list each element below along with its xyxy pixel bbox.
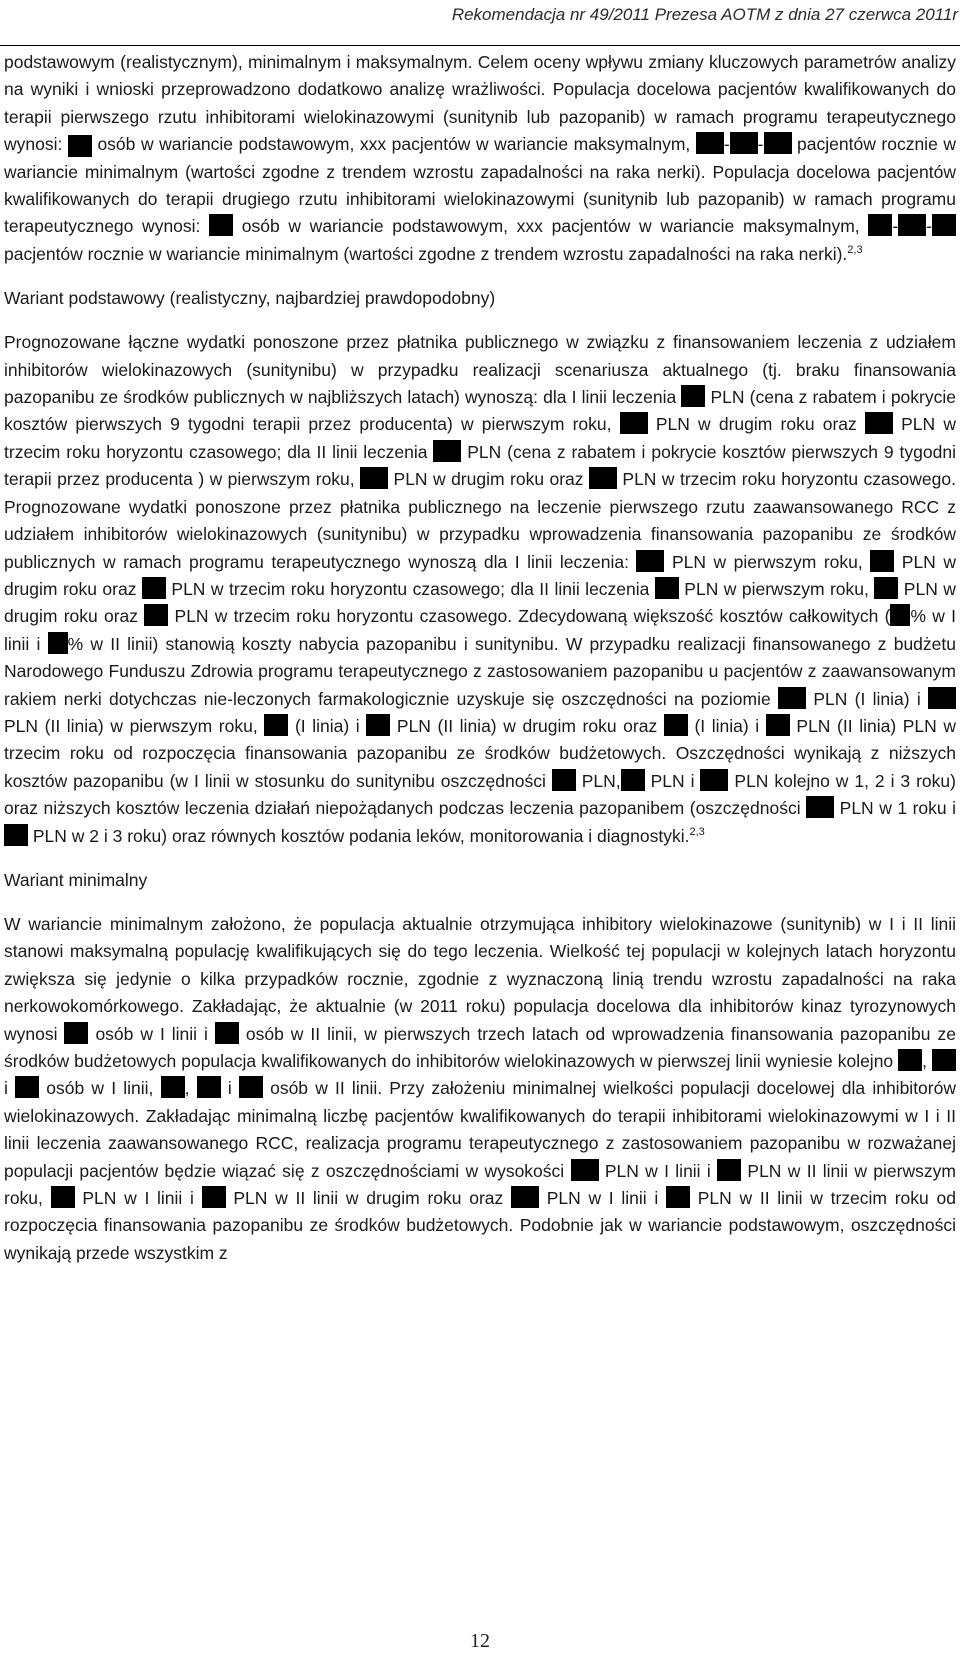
- text-segment: osób w I linii,: [46, 1078, 154, 1099]
- redaction-block: [932, 1049, 956, 1071]
- text-segment: PLN (II linia) PLN w trzecim roku od rozpoczęcia finansowania pazopanibu ze środków budżetowych. Oszczędności wynikają z niższych kosztów pazopanibu (w I linii w stosunku do sunitynibu oszczędności: [4, 715, 957, 791]
- redaction-block: [4, 824, 28, 846]
- redaction-block: [68, 135, 92, 157]
- redaction-block: [636, 550, 664, 572]
- text-segment: W wariancie minimalnym założono, że populacja aktualnie otrzymująca inhibitory wielokinazowe (sunitynib) w I i II linii stanowi maksymalną populację kwalifikujących się do tego leczenia. Wielkość tej populacji w kolejnych latach horyzontu zwiększa się jedynie o kilka przypadków rocznie, zgodnie z wyznaczoną linią trendu wzrostu zapadalności na raka nerkowokomórkowego. Zakładając, że aktualnie (w 2011 roku) populacja docelowa dla inhibitorów kinaz tyrozynowych wynosi: [4, 913, 956, 1044]
- redaction-block: [898, 214, 926, 236]
- redaction-block: [700, 769, 728, 791]
- redaction-block: [161, 1076, 185, 1098]
- text-segment: PLN w drugim roku oraz: [4, 551, 956, 599]
- text-segment: % w II linii) stanowią koszty nabycia pazopanibu i sunitynibu. W przypadku realizacji finansowanego z budżetu Narodowego Funduszu Zdrowia programu terapeutycznego z zastosowaniem pazopanibu u pacjentów z zaawansowanym rakiem nerki dotychczas nie-leczonych farmakologicznie uzyskuje się oszczędności na poziomie: [4, 633, 956, 709]
- redaction-block: [764, 132, 792, 154]
- text-segment: PLN (II linia) w pierwszym roku,: [4, 715, 258, 736]
- text-segment: PLN w drugim roku oraz: [4, 578, 956, 627]
- redaction-block: [932, 214, 956, 236]
- redaction-block: [215, 1022, 239, 1044]
- text-segment: (I linia) i: [294, 715, 360, 736]
- redaction-block: [681, 385, 705, 407]
- redaction-block: [433, 440, 461, 462]
- redaction-block: [51, 1186, 75, 1208]
- text-segment: PLN w 1 roku i: [839, 798, 957, 819]
- redaction-block: [589, 467, 617, 489]
- text-segment: PLN w I linii i: [604, 1160, 711, 1181]
- text-segment: osób w I linii i: [95, 1023, 208, 1044]
- text-segment: PLN w trzecim roku horyzontu czasowego. Prognozowane wydatki ponoszone przez płatnika publicznego na leczenie pierwszego rzutu zaawansowanego RCC z udziałem inhibitorów wielokinazowych (sunitynibu) w przypadku wprowadzenia finansowania pazopanibu ze środków publicznych w ramach programu terapeutycznego wynoszą dla I linii leczenia:: [4, 469, 956, 572]
- text-segment: PLN w drugim roku oraz: [393, 469, 584, 490]
- redaction-block: [209, 214, 233, 236]
- redaction-block: [870, 550, 894, 572]
- redaction-block: [696, 132, 724, 154]
- text-segment: PLN w pierwszym roku,: [684, 578, 869, 599]
- redaction-block: [717, 1159, 741, 1181]
- redaction-block: [655, 577, 679, 599]
- redaction-block: [144, 604, 168, 626]
- redaction-block: [621, 769, 645, 791]
- redaction-block: [874, 577, 898, 599]
- text-segment: PLN (cena z rabatem i pokrycie kosztów pierwszych 9 tygodni terapii przez producenta) w pierwszym roku,: [4, 387, 956, 435]
- text-segment: PLN (I linia) i: [813, 688, 921, 709]
- text-segment: i: [4, 1078, 8, 1099]
- text-segment: pacjentów rocznie w wariancie minimalnym (wartości zgodne z trendem wzrostu zapadalności na raka nerki). Populacja docelowa pacjentów kwalifikowanych do terapii drugiego rzutu inhibitorami wielokinazowymi (sunitynib lub pazopanib) w ramach programu terapeutycznego wynosi:: [4, 134, 956, 237]
- redaction-block: [868, 214, 892, 236]
- paragraph-population: [4, 49, 956, 268]
- text-segment: podstawowym (realistycznym), minimalnym i maksymalnym. Celem oceny wpływu zmiany kluczowych parametrów analizy na wyniki i wnioski przeprowadzono dodatkowo analizę wrażliwości. Populacja docelowa pacjentów kwalifikowanych do terapii pierwszego rzutu inhibitorami wielokinazowymi (sunitynib lub pazopanib) w ramach programu terapeutycznego wynosi:: [4, 52, 956, 155]
- page-number: 12: [470, 1630, 490, 1652]
- heading-basic-variant: Wariant podstawowy (realistyczny, najbardziej prawdopodobny): [4, 288, 496, 309]
- text-segment: osób w wariancie podstawowym, xxx pacjentów w wariancie maksymalnym,: [241, 216, 860, 237]
- redaction-block: [865, 412, 893, 434]
- redaction-block: [197, 1076, 221, 1098]
- text-segment: -: [757, 134, 764, 155]
- redaction-block: [366, 714, 390, 736]
- text-segment: PLN w drugim roku oraz: [655, 414, 857, 435]
- redaction-block: [778, 687, 806, 709]
- text-segment: osób w II linii, w pierwszych trzech latach od wprowadzenia finansowania pazopanibu ze środków budżetowych populacja kwalifikowanych do inhibitorów wielokinazowych w pierwszej linii wyniesie kolejno: [4, 1023, 956, 1071]
- redaction-block: [360, 467, 388, 489]
- text-segment: % w I linii i: [4, 606, 956, 654]
- redaction-block: [730, 132, 758, 154]
- redaction-block: [898, 1049, 922, 1071]
- redaction-block: [806, 796, 834, 818]
- text-segment: osób w II linii. Przy założeniu minimalnej wielkości populacji docelowej dla inhibitorów wielokinazowych. Zakładając minimalną liczbę pacjentów kwalifikowanych do terapii inhibitorami wielokinazowymi w I i II linii leczenia zaawansowanego RCC, realizacja programu terapeutycznego z zastosowaniem pazopanibu w rozważanej populacji pacjentów będzie wiązać się z oszczędnościami w wysokości: [4, 1078, 956, 1181]
- text-segment: (I linia) i: [694, 715, 760, 736]
- page-header: [0, 5, 960, 46]
- footnote-ref: 2,3: [847, 243, 863, 256]
- redaction-block: [15, 1076, 39, 1098]
- text-segment: ,: [922, 1051, 928, 1071]
- text-segment: PLN kolejno w 1, 2 i 3 roku) oraz niższych kosztów leczenia działań niepożądanych podczas leczenia pazopanibem (oszczędności: [4, 770, 956, 819]
- text-segment: PLN w trzecim roku horyzontu czasowego. Zdecydowaną większość kosztów całkowitych (: [174, 606, 891, 627]
- text-segment: PLN w II linii w trzecim roku od rozpoczęcia finansowania pazopanibu ze środków budżetowych. Podobnie jak w wariancie podstawowym, oszczędności wynikają przede wszystkim z: [4, 1188, 956, 1263]
- redaction-block: [202, 1186, 226, 1208]
- text-segment: -: [926, 216, 932, 237]
- redaction-block: [890, 604, 910, 626]
- paragraph-minimal-variant: [4, 911, 956, 1267]
- redaction-block: [666, 1186, 690, 1208]
- text-segment: PLN w 2 i 3 roku) oraz równych kosztów podania leków, monitorowania i diagnostyki.: [32, 825, 690, 846]
- text-segment: PLN w I linii i: [546, 1188, 659, 1209]
- text-segment: pacjentów rocznie w wariancie minimalnym (wartości zgodne z trendem wzrostu zapadalności na raka nerki).: [4, 243, 848, 264]
- paragraph-basic-variant: [4, 329, 956, 850]
- text-segment: PLN w II linii w pierwszym roku,: [4, 1160, 956, 1209]
- heading-minimal-variant: Wariant minimalny: [4, 869, 148, 890]
- redaction-block: [142, 577, 166, 599]
- text-segment: PLN w II linii w drugim roku oraz: [233, 1188, 504, 1209]
- text-segment: PLN (II linia) w drugim roku oraz: [396, 715, 658, 736]
- text-segment: PLN i: [650, 770, 695, 791]
- text-segment: PLN (cena z rabatem i pokrycie kosztów pierwszych 9 tygodni terapii przez producenta ) w pierwszym roku,: [4, 441, 956, 490]
- text-segment: osób w wariancie podstawowym, xxx pacjentów w wariancie maksymalnym,: [97, 134, 691, 155]
- redaction-block: [48, 632, 68, 654]
- text-segment: -: [723, 134, 730, 155]
- redaction-block: [552, 769, 576, 791]
- redaction-block: [928, 687, 956, 709]
- redaction-block: [620, 412, 648, 434]
- redaction-block: [239, 1076, 263, 1098]
- redaction-block: [64, 1022, 88, 1044]
- text-segment: -: [892, 216, 899, 237]
- text-segment: PLN w trzecim roku horyzontu czasowego; dla II linii leczenia: [171, 578, 650, 599]
- redaction-block: [571, 1159, 599, 1181]
- header-title: Rekomendacja nr 49/2011 Prezesa AOTM z dnia 27 czerwca 2011r: [451, 5, 958, 24]
- footnote-ref: 2,3: [689, 825, 705, 838]
- text-segment: i: [227, 1078, 232, 1099]
- text-segment: PLN w trzecim roku horyzontu czasowego; dla II linii leczenia: [4, 414, 956, 462]
- redaction-block: [511, 1186, 539, 1208]
- redaction-block: [766, 714, 790, 736]
- text-segment: ,: [184, 1078, 190, 1099]
- text-segment: PLN w pierwszym roku,: [671, 551, 863, 572]
- document-body: [4, 49, 956, 1267]
- redaction-block: [664, 714, 688, 736]
- text-segment: Prognozowane łączne wydatki ponoszone przez płatnika publicznego w związku z finansowaniem leczenia z udziałem inhibitorów wielokinazowych (sunitynibu) w przypadku realizacji scenariusza aktualnego (tj. braku finansowania pazopanibu ze środków publicznych w najbliższych latach) wynoszą: dla I linii leczenia: [4, 332, 956, 408]
- text-segment: PLN w I linii i: [82, 1188, 194, 1209]
- redaction-block: [264, 714, 288, 736]
- text-segment: PLN,: [581, 770, 621, 791]
